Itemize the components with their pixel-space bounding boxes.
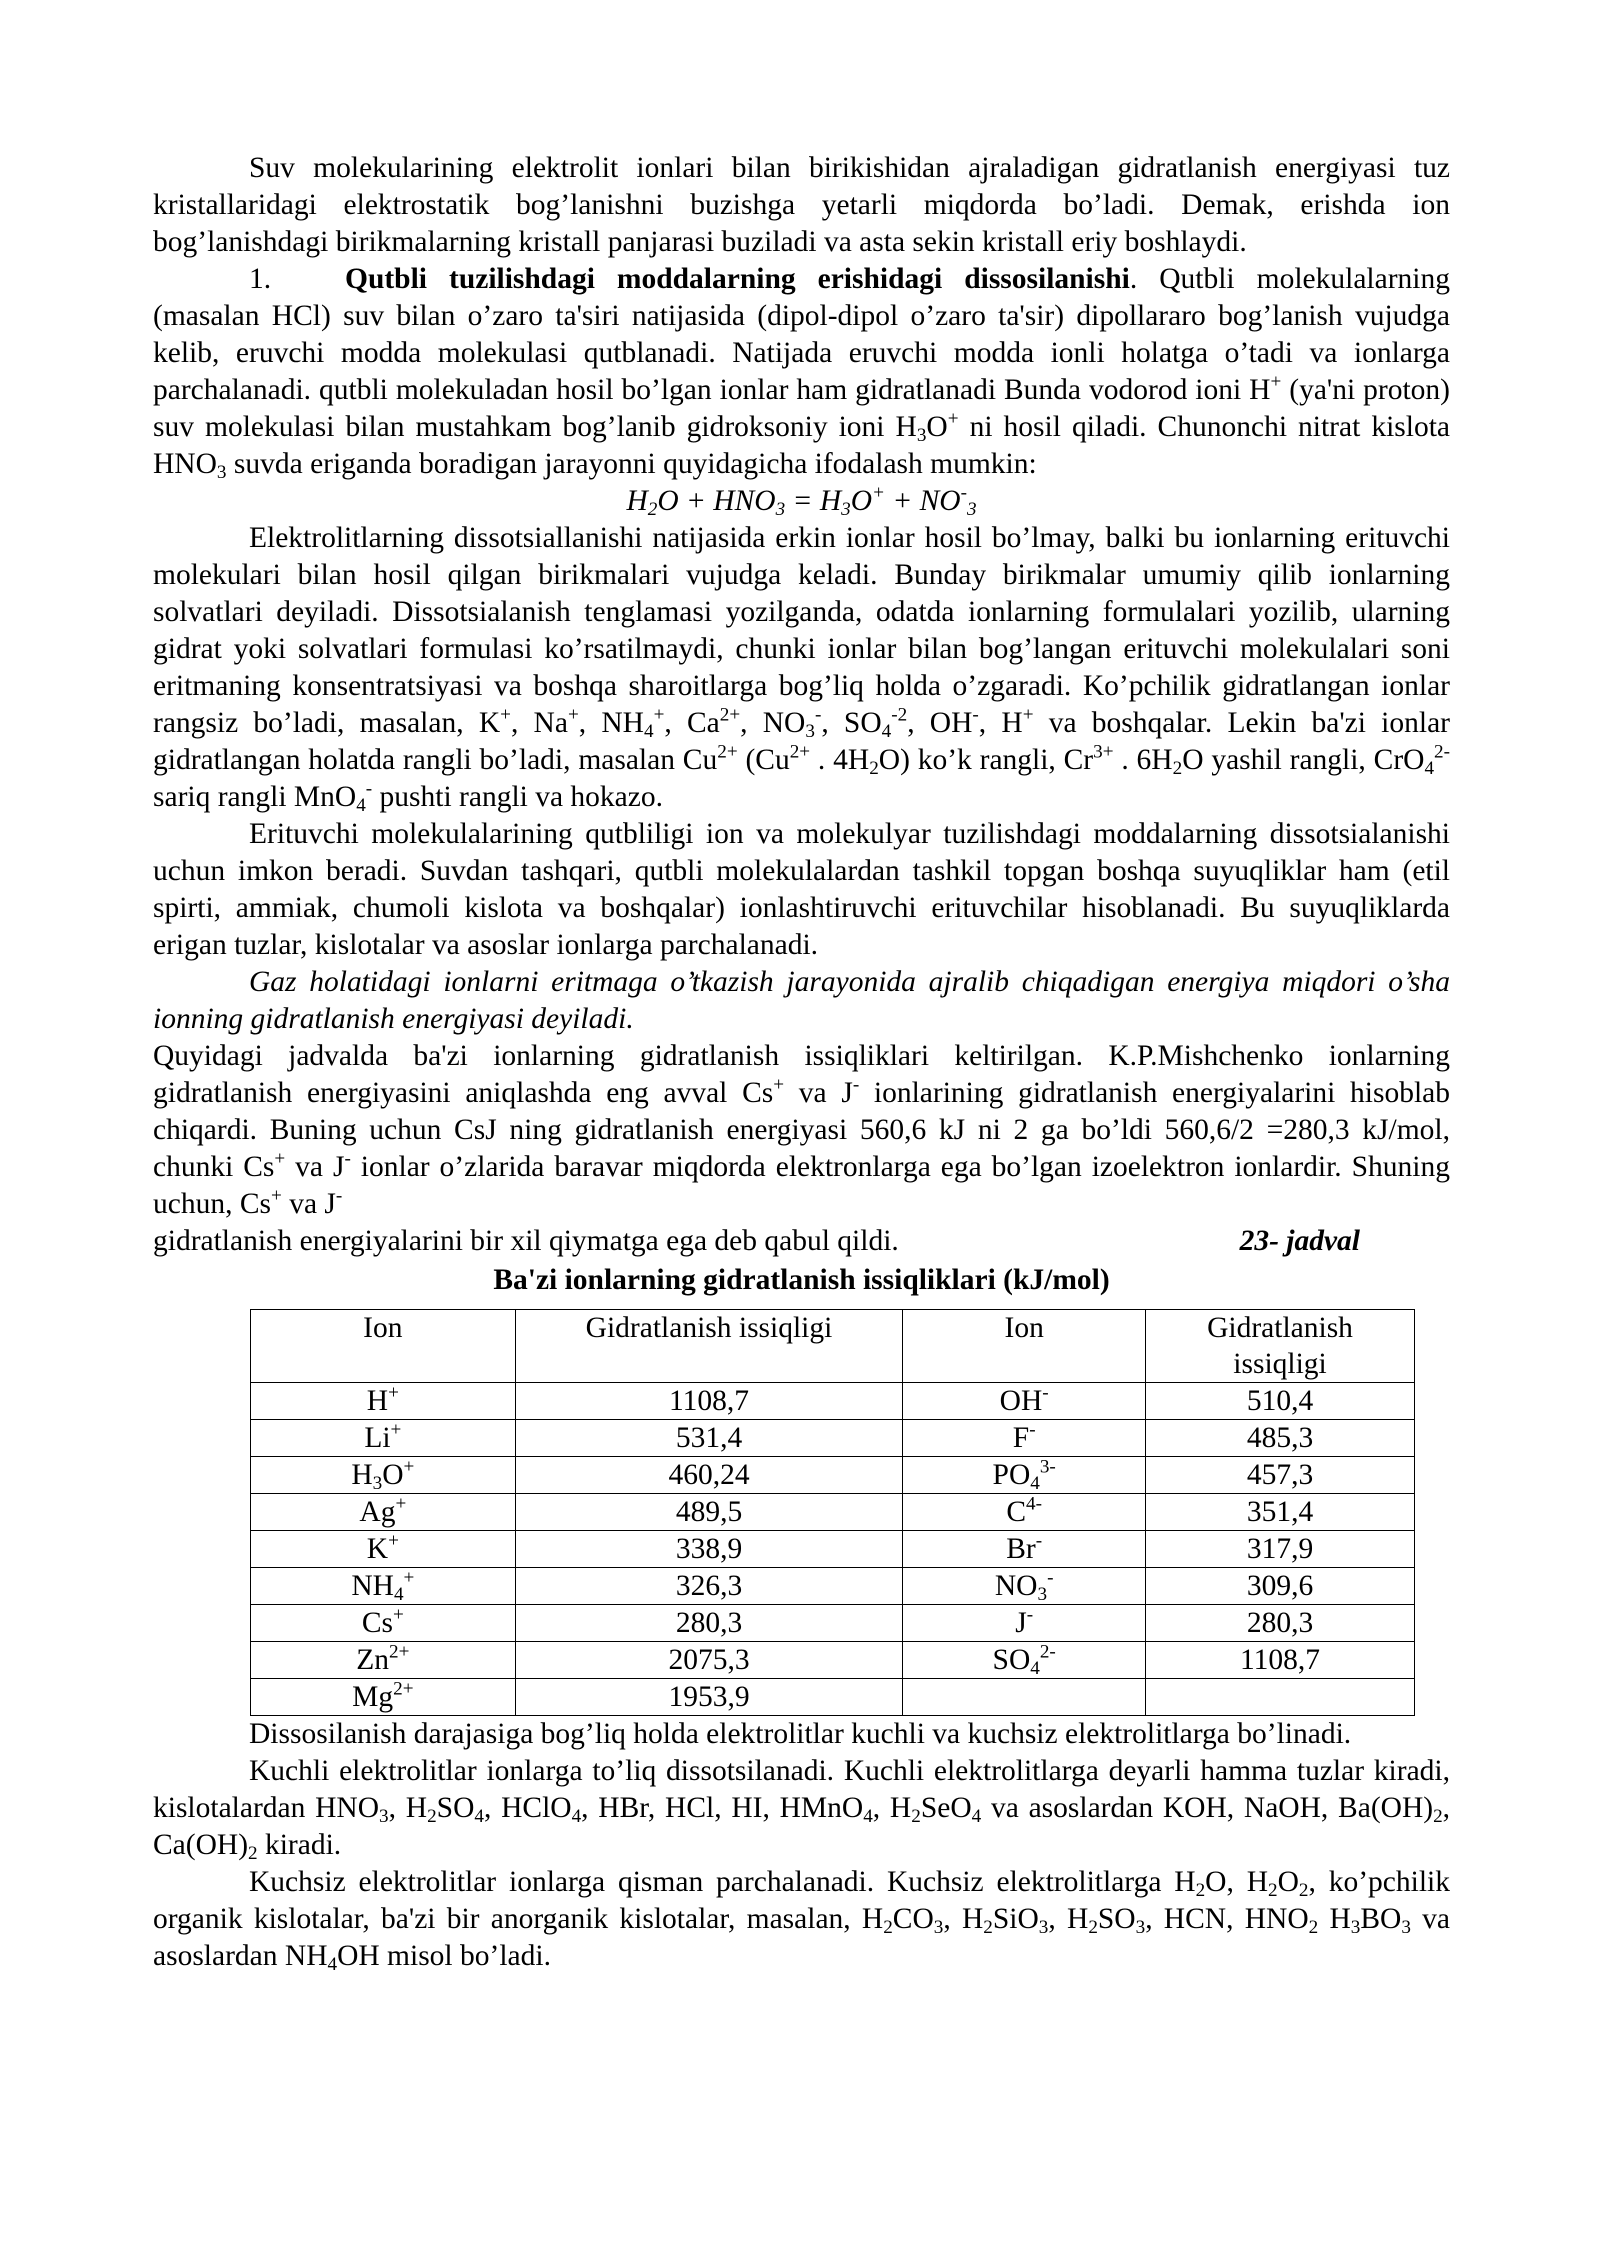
value-cell: 485,3 [1146, 1420, 1415, 1457]
table-row [251, 1568, 1415, 1605]
paragraph-polar-dissociation: 1. Qutbli tuzilishdagi moddalarning erishidagi dissosilanishi. Qutbli molekulalarning (masalan HCl) suv bilan o’zaro ta'siri natijasida (dipol-dipol o’zaro ta'sir) dipollararo bog’lanish vujudga kelib, eruvchi modda molekulasi qutblanadi. Natijada eruvchi modda ionli holatga o’tadi va ionlarga parchalanadi. qutbli molekuladan hosil bo’lgan ionlar ham gidratlanadi Bunda vodorod ioni H+ (ya'ni proton) suv molekulasi bilan mustahkam bog’lanib gidroksoniy ioni $H_3O^+$ ni hosil qiladi. Chunonchi nitrat kislota $HNO_3$ suvda eriganda boradigan jarayonni quyidagicha ifodalash mumkin: [153, 263, 1450, 483]
section-heading: Qutbli tuzilishdagi moddalarning erishidagi dissosilanishi [345, 263, 1130, 295]
table-number: 23- jadval [1239, 1225, 1360, 1257]
table-row [251, 1457, 1415, 1494]
value-cell: 280,3 [1146, 1605, 1415, 1642]
ion-cell: J- [903, 1605, 1146, 1642]
table-row [251, 1494, 1415, 1531]
table-caption-row: gidratlanish energiyalarini bir xil qiymatga ega deb qabul qildi. 23- jadval [153, 1223, 1450, 1260]
ion-cell: H+ [251, 1383, 516, 1420]
ion-cell: Br- [903, 1531, 1146, 1568]
paragraph-mishchenko: Quyidagi jadvalda ba'zi ionlarning gidratlanish issiqliklari keltirilgan. K.P.Mishchenko ionlarning gidratlanish energiyasini aniqlashda eng avval Cs+ va J- ionlarining gidratlanish energiyalarini hisoblab chiqardi. Buning uchun CsJ ning gidratlanish energiyasi 560,6 kJ ni 2 ga bo’ldi 560,6/2 =280,3 kJ/mol, chunki Cs+ va J- ionlar o’zlarida baravar miqdorda elektronlarga ega bo’lgan izoelektron ionlardir. Shuning uchun, Cs+ va J- [153, 1040, 1451, 1220]
paragraph-dissociation-degree: Dissosilanish darajasiga bog’liq holda elektrolitlar kuchli va kuchsiz elektrolitlarga bo’linadi. [249, 1718, 1352, 1750]
ion-cell: K+ [251, 1531, 516, 1568]
value-cell: 351,4 [1146, 1494, 1415, 1531]
ion-cell: Li+ [251, 1420, 516, 1457]
ion-cell [903, 1679, 1146, 1716]
paragraph-strong-electrolytes: Kuchli elektrolitlar ionlarga to’liq dissotsilanadi. Kuchli elektrolitlarga deyarli hamma tuzlar kiradi, kislotalardan $HNO_3$, $H_2SO_4$, HClO$_4$, HBr, HCl, HI, HMnO$_4$, $H_2SeO_4$ va asoslardan KOH, NaOH, $Ba(OH)_2$, $Ca(OH)_2$ kiradi. [153, 1755, 1451, 1864]
ion-cell: $NO_3^-$ [903, 1568, 1146, 1605]
ion-cell: $C^{4-}$ [903, 1494, 1146, 1531]
ion-cell: F- [903, 1420, 1146, 1457]
value-cell: 1108,7 [515, 1383, 903, 1420]
ion-cell: $Mg^{2+}$ [251, 1679, 516, 1716]
header-hydration-heat: Gidratlanish issiqligi [515, 1310, 903, 1383]
header-ion: Ion [903, 1310, 1146, 1383]
value-cell: 1953,9 [515, 1679, 903, 1716]
table-row [251, 1420, 1415, 1457]
table-row [251, 1531, 1415, 1568]
value-cell: 1108,7 [1146, 1642, 1415, 1679]
ion-cell: $Zn^{2+}$ [251, 1642, 516, 1679]
value-cell: 510,4 [1146, 1383, 1415, 1420]
paragraph-definition: Gaz holatidagi ionlarni eritmaga o’tkazish jarayonida ajralib chiqadigan energiya miqdori o’sha ionning gidratlanish energiyasi deyiladi. [153, 966, 1450, 1035]
paragraph-polarity: Erituvchi molekulalarining qutbliligi ion va molekulyar tuzilishdagi moddalarning dissotsialanishi uchun imkon beradi. Suvdan tashqari, qutbli molekulalardan tashkil topgan boshqa suyuqliklar ham (etil spirti, ammiak, chumoli kislota va boshqalar) ionlashtiruvchi erituvchilar hisoblanadi. Bu suyuqliklarda erigan tuzlar, kislotalar va asoslar ionlarga parchalanadi. [153, 818, 1450, 961]
ion-cell: Cs+ [251, 1605, 516, 1642]
value-cell: 309,6 [1146, 1568, 1415, 1605]
hydration-heat-table [250, 1309, 1415, 1716]
ion-cell: OH- [903, 1383, 1146, 1420]
value-cell [1146, 1679, 1415, 1716]
table-row [251, 1679, 1415, 1716]
ion-cell: $SO_4^{2-}$ [903, 1642, 1146, 1679]
list-number: 1. [249, 263, 272, 295]
table-header-row [251, 1310, 1415, 1383]
header-ion: Ion [251, 1310, 516, 1383]
value-cell: 2075,3 [515, 1642, 903, 1679]
value-cell: 457,3 [1146, 1457, 1415, 1494]
ion-cell: Ag+ [251, 1494, 516, 1531]
value-cell: 489,5 [515, 1494, 903, 1531]
table-row [251, 1642, 1415, 1679]
document-page [153, 150, 1450, 1975]
paragraph-weak-electrolytes: Kuchsiz elektrolitlar ionlarga qisman parchalanadi. Kuchsiz elektrolitlarga $H_2O$, $H_2O_2$, ko’pchilik organik kislotalar, ba'zi bir anorganik kislotalar, masalan, $H_2CO_3$, $H_2SiO_3$, $H_2SO_3$, HCN, $HNO_2$ $H_3BO_3$ va asoslardan $NH_4OH$ misol bo’ladi. [153, 1866, 1451, 1975]
table-row [251, 1605, 1415, 1642]
header-hydration-heat: Gidratlanish issiqligi [1146, 1310, 1415, 1383]
table-title: Ba'zi ionlarning gidratlanish issiqliklari (kJ/mol) [493, 1264, 1110, 1296]
ion-cell: $NH_4^+$ [251, 1568, 516, 1605]
paragraph-solvates: Elektrolitlarning dissotsiallanishi natijasida erkin ionlar hosil bo’lmay, balki bu ionlarning erituvchi molekulari bilan hosil qilgan birikmalari vujudga keladi. Bunday birikmalar umumiy qilib ionlarning solvatlari deyiladi. Dissotsialanish tenglamasi yozilganda, odatda ionlarning formulalari yozilib, ularning gidrat yoki solvatlari formulasi ko’rsatilmaydi, chunki ionlar bilan bog’langan erituvchi molekulalari soni eritmaning konsentratsiyasi va boshqa sharoitlarga bog’liq holda o’zgaradi. Ko’pchilik gidratlangan ionlar rangsiz bo’ladi, masalan, K+, Na+, $NH_4^+$, $Ca^{2+}$, $NO_3^-$, $SO_4^{-2}$, OH-, H+ va boshqalar. Lekin ba'zi ionlar gidratlangan holatda rangli bo’ladi, masalan $Cu^{2+}$ ($Cu^{2+}$ . $4H_2O$) ko’k rangli, $Cr^{3+}$ . $6H_2O$ yashil rangli, CrO$_4^{2-}$ sariq rangli MnO$_4$- pushti rangli va hokazo. [153, 522, 1450, 816]
reaction-equation: $H_2O + HNO_3 = H_3O^+ + NO^-_3$ [626, 482, 977, 520]
value-cell: 326,3 [515, 1568, 903, 1605]
table-row [251, 1383, 1415, 1420]
paragraph-intro: Suv molekularining elektrolit ionlari bilan birikishidan ajraladigan gidratlanish energiyasi tuz kristallaridagi elektrostatik bog’lanishni buzishga yetarli miqdorda bo’ladi. Demak, erishda ion bog’lanishdagi birikmalarning kristall panjarasi buziladi va asta sekin kristall eriy boshlaydi. [153, 152, 1450, 258]
ion-cell: $H_3O^+$ [251, 1457, 516, 1494]
value-cell: 317,9 [1146, 1531, 1415, 1568]
value-cell: 280,3 [515, 1605, 903, 1642]
value-cell: 460,24 [515, 1457, 903, 1494]
ion-cell: $PO_4^{3-}$ [903, 1457, 1146, 1494]
value-cell: 338,9 [515, 1531, 903, 1568]
value-cell: 531,4 [515, 1420, 903, 1457]
